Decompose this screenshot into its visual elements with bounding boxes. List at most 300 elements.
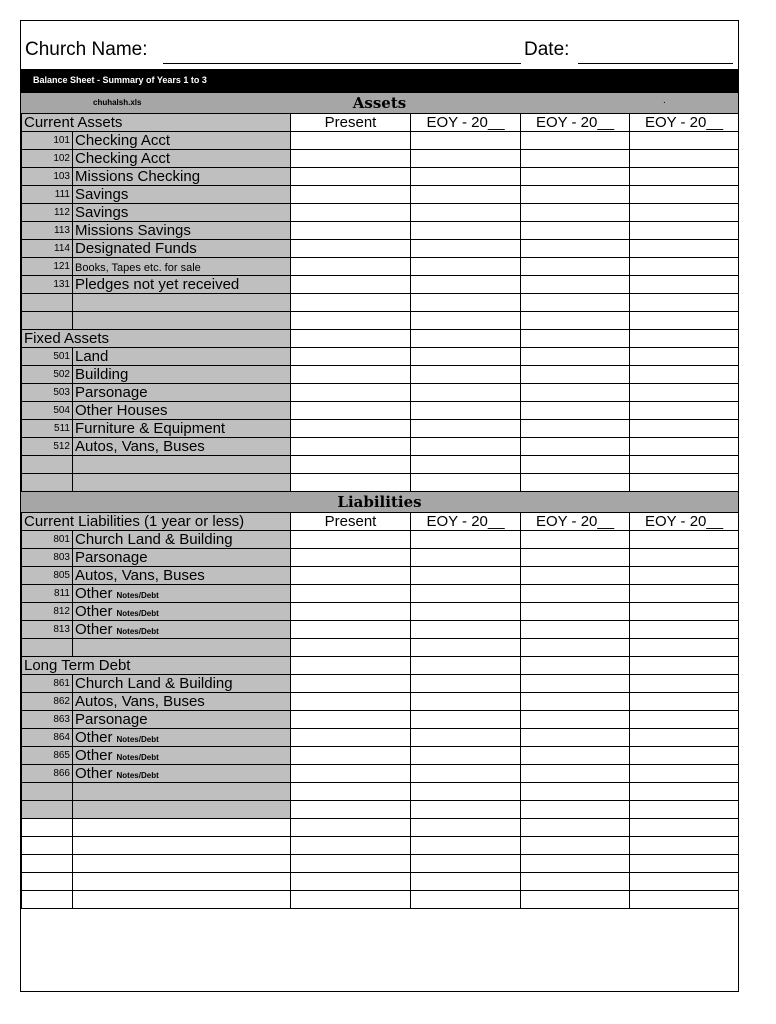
value-cell[interactable] (411, 420, 521, 438)
value-cell[interactable] (291, 294, 411, 312)
value-cell[interactable] (291, 168, 411, 186)
assets-table (21, 113, 739, 492)
blank-code-cell[interactable] (22, 474, 73, 492)
blank-code-cell[interactable] (22, 837, 73, 855)
account-row (22, 585, 739, 603)
account-label: Other Houses (75, 402, 168, 419)
account-note: Notes/Debt (116, 609, 159, 618)
account-label: Other (75, 603, 113, 620)
value-cell[interactable] (411, 855, 521, 873)
value-cell[interactable] (411, 765, 521, 783)
blank-row (22, 312, 739, 330)
value-cell[interactable] (411, 258, 521, 276)
value-cell[interactable] (521, 204, 630, 222)
column-header: EOY - 20__ (411, 513, 521, 531)
value-cell[interactable] (291, 675, 411, 693)
church-name-field[interactable] (163, 63, 521, 64)
value-cell[interactable] (521, 891, 630, 909)
value-cell[interactable] (291, 420, 411, 438)
account-row (22, 549, 739, 567)
value-cell[interactable] (291, 567, 411, 585)
value-cell[interactable] (521, 168, 630, 186)
account-row (22, 150, 739, 168)
value-cell[interactable] (630, 837, 739, 855)
account-note: Notes/Debt (116, 627, 159, 636)
blank-name-cell[interactable] (73, 873, 291, 891)
value-cell[interactable] (411, 384, 521, 402)
account-label: Missions Checking (75, 168, 201, 185)
account-row (22, 258, 739, 276)
value-cell[interactable] (630, 657, 739, 675)
value-cell[interactable] (291, 657, 411, 675)
account-name (73, 675, 291, 693)
long-term-debt-row (22, 657, 739, 675)
value-cell[interactable] (521, 456, 630, 474)
church-name-label: Church Name: (25, 39, 148, 60)
account-code: 805 (22, 567, 73, 585)
value-cell[interactable] (291, 222, 411, 240)
value-cell[interactable] (291, 819, 411, 837)
value-cell[interactable] (521, 132, 630, 150)
value-cell[interactable] (291, 621, 411, 639)
account-label: Other (75, 621, 113, 638)
account-name (73, 222, 291, 240)
value-cell[interactable] (630, 693, 739, 711)
account-code: 512 (22, 438, 73, 456)
value-cell[interactable] (291, 204, 411, 222)
value-cell[interactable] (291, 348, 411, 366)
value-cell[interactable] (411, 366, 521, 384)
blank-name-cell[interactable] (73, 294, 291, 312)
value-cell[interactable] (411, 276, 521, 294)
value-cell[interactable] (291, 366, 411, 384)
value-cell[interactable] (291, 438, 411, 456)
account-name (73, 585, 291, 603)
blank-code-cell[interactable] (22, 855, 73, 873)
liabilities-table (21, 512, 739, 909)
value-cell[interactable] (411, 693, 521, 711)
value-cell[interactable] (521, 186, 630, 204)
value-cell[interactable] (630, 801, 739, 819)
blank-name-cell[interactable] (73, 819, 291, 837)
value-cell[interactable] (630, 675, 739, 693)
account-code: 112 (22, 204, 73, 222)
account-code: 102 (22, 150, 73, 168)
account-row (22, 765, 739, 783)
value-cell[interactable] (411, 150, 521, 168)
blank-name-cell[interactable] (73, 855, 291, 873)
account-name (73, 186, 291, 204)
date-field[interactable] (578, 63, 733, 64)
value-cell[interactable] (521, 438, 630, 456)
value-cell[interactable] (521, 729, 630, 747)
value-cell[interactable] (411, 603, 521, 621)
value-cell[interactable] (630, 438, 739, 456)
value-cell[interactable] (521, 402, 630, 420)
blank-row (22, 801, 739, 819)
column-header: EOY - 20__ (521, 114, 630, 132)
value-cell[interactable] (521, 675, 630, 693)
account-name (73, 150, 291, 168)
value-cell[interactable] (630, 873, 739, 891)
value-cell[interactable] (521, 639, 630, 657)
account-code: 501 (22, 348, 73, 366)
value-cell[interactable] (411, 639, 521, 657)
column-header: EOY - 20__ (630, 114, 739, 132)
value-cell[interactable] (411, 819, 521, 837)
account-name (73, 747, 291, 765)
value-cell[interactable] (630, 294, 739, 312)
value-cell[interactable] (291, 549, 411, 567)
account-name (73, 711, 291, 729)
category-label: Long Term Debt (22, 657, 291, 675)
account-name (73, 348, 291, 366)
value-cell[interactable] (411, 294, 521, 312)
value-cell[interactable] (521, 765, 630, 783)
account-row (22, 240, 739, 258)
account-row (22, 531, 739, 549)
value-cell[interactable] (521, 549, 630, 567)
value-cell[interactable] (291, 891, 411, 909)
value-cell[interactable] (291, 384, 411, 402)
value-cell[interactable] (291, 150, 411, 168)
blank-code-cell[interactable] (22, 639, 73, 657)
account-name (73, 603, 291, 621)
blank-name-cell[interactable] (73, 639, 291, 657)
account-label: Checking Acct (75, 132, 171, 149)
account-code: 121 (22, 258, 73, 276)
value-cell[interactable] (521, 348, 630, 366)
account-row (22, 384, 739, 402)
value-cell[interactable] (291, 783, 411, 801)
value-cell[interactable] (411, 567, 521, 585)
value-cell[interactable] (291, 240, 411, 258)
value-cell[interactable] (521, 783, 630, 801)
value-cell[interactable] (521, 366, 630, 384)
blank-row (22, 294, 739, 312)
value-cell[interactable] (291, 276, 411, 294)
blank-code-cell[interactable] (22, 891, 73, 909)
account-code: 131 (22, 276, 73, 294)
account-note: Notes/Debt (116, 591, 159, 600)
value-cell[interactable] (411, 474, 521, 492)
value-cell[interactable] (291, 801, 411, 819)
account-row (22, 747, 739, 765)
value-cell[interactable] (630, 204, 739, 222)
value-cell[interactable] (411, 891, 521, 909)
banner-dot: . (663, 95, 666, 106)
value-cell[interactable] (411, 186, 521, 204)
value-cell[interactable] (291, 402, 411, 420)
account-row (22, 348, 739, 366)
sheet-subtitle: Balance Sheet - Summary of Years 1 to 3 (33, 75, 207, 85)
value-cell[interactable] (411, 348, 521, 366)
value-cell[interactable] (630, 456, 739, 474)
value-cell[interactable] (521, 312, 630, 330)
value-cell[interactable] (630, 258, 739, 276)
value-cell[interactable] (291, 258, 411, 276)
value-cell[interactable] (630, 747, 739, 765)
value-cell[interactable] (291, 711, 411, 729)
value-cell[interactable] (411, 549, 521, 567)
value-cell[interactable] (521, 330, 630, 348)
account-code: 503 (22, 384, 73, 402)
account-code: 113 (22, 222, 73, 240)
value-cell[interactable] (630, 276, 739, 294)
account-label: Missions Savings (75, 222, 191, 239)
value-cell[interactable] (521, 420, 630, 438)
blank-row (22, 837, 739, 855)
blank-code-cell[interactable] (22, 294, 73, 312)
value-cell[interactable] (521, 240, 630, 258)
account-note: Notes/Debt (116, 771, 159, 780)
blank-code-cell[interactable] (22, 801, 73, 819)
value-cell[interactable] (411, 222, 521, 240)
account-row (22, 186, 739, 204)
value-cell[interactable] (630, 567, 739, 585)
value-cell[interactable] (291, 873, 411, 891)
value-cell[interactable] (291, 639, 411, 657)
value-cell[interactable] (630, 639, 739, 657)
account-row (22, 420, 739, 438)
value-cell[interactable] (411, 783, 521, 801)
value-cell[interactable] (630, 603, 739, 621)
value-cell[interactable] (630, 783, 739, 801)
blank-name-cell[interactable] (73, 474, 291, 492)
value-cell[interactable] (521, 603, 630, 621)
blank-row (22, 855, 739, 873)
value-cell[interactable] (521, 855, 630, 873)
account-note: Notes/Debt (116, 735, 159, 744)
value-cell[interactable] (411, 312, 521, 330)
account-row (22, 603, 739, 621)
value-cell[interactable] (291, 312, 411, 330)
value-cell[interactable] (521, 621, 630, 639)
value-cell[interactable] (411, 402, 521, 420)
assets-section-bar (21, 93, 738, 113)
value-cell[interactable] (411, 330, 521, 348)
value-cell[interactable] (411, 240, 521, 258)
account-name (73, 693, 291, 711)
category-label: Current Liabilities (1 year or less) (22, 513, 291, 531)
value-cell[interactable] (411, 873, 521, 891)
value-cell[interactable] (630, 366, 739, 384)
blank-name-cell[interactable] (73, 783, 291, 801)
value-cell[interactable] (521, 474, 630, 492)
blank-name-cell[interactable] (73, 837, 291, 855)
value-cell[interactable] (630, 585, 739, 603)
value-cell[interactable] (630, 549, 739, 567)
value-cell[interactable] (291, 585, 411, 603)
value-cell[interactable] (291, 765, 411, 783)
account-label: Parsonage (75, 549, 148, 566)
value-cell[interactable] (291, 186, 411, 204)
value-cell[interactable] (291, 474, 411, 492)
blank-name-cell[interactable] (73, 456, 291, 474)
value-cell[interactable] (630, 330, 739, 348)
blank-code-cell[interactable] (22, 873, 73, 891)
account-label: Furniture & Equipment (75, 420, 226, 437)
account-code: 801 (22, 531, 73, 549)
value-cell[interactable] (521, 711, 630, 729)
account-row (22, 567, 739, 585)
value-cell[interactable] (521, 531, 630, 549)
value-cell[interactable] (521, 819, 630, 837)
value-cell[interactable] (630, 402, 739, 420)
value-cell[interactable] (411, 657, 521, 675)
account-code: 511 (22, 420, 73, 438)
account-name (73, 621, 291, 639)
value-cell[interactable] (630, 222, 739, 240)
account-label: Checking Acct (75, 150, 171, 167)
value-cell[interactable] (411, 675, 521, 693)
account-name (73, 258, 291, 276)
value-cell[interactable] (521, 747, 630, 765)
column-header: EOY - 20__ (630, 513, 739, 531)
assets-title: Assets (352, 94, 407, 112)
blank-row (22, 891, 739, 909)
column-header: EOY - 20__ (521, 513, 630, 531)
value-cell[interactable] (630, 240, 739, 258)
value-cell[interactable] (411, 711, 521, 729)
value-cell[interactable] (630, 384, 739, 402)
value-cell[interactable] (411, 168, 521, 186)
account-code: 864 (22, 729, 73, 747)
account-code: 866 (22, 765, 73, 783)
value-cell[interactable] (630, 891, 739, 909)
value-cell[interactable] (521, 801, 630, 819)
current-assets-header-row (22, 114, 739, 132)
title-banner (21, 69, 738, 93)
value-cell[interactable] (521, 384, 630, 402)
value-cell[interactable] (630, 132, 739, 150)
value-cell[interactable] (291, 603, 411, 621)
value-cell[interactable] (291, 729, 411, 747)
value-cell[interactable] (630, 348, 739, 366)
value-cell[interactable] (411, 438, 521, 456)
column-header: EOY - 20__ (411, 114, 521, 132)
account-code: 813 (22, 621, 73, 639)
value-cell[interactable] (411, 747, 521, 765)
value-cell[interactable] (291, 837, 411, 855)
value-cell[interactable] (630, 420, 739, 438)
value-cell[interactable] (630, 711, 739, 729)
account-label: Autos, Vans, Buses (75, 693, 205, 710)
account-label: Other (75, 747, 113, 764)
account-label: Building (75, 366, 129, 383)
account-name (73, 438, 291, 456)
value-cell[interactable] (291, 855, 411, 873)
account-label: Land (75, 348, 109, 365)
account-name (73, 729, 291, 747)
blank-name-cell[interactable] (73, 312, 291, 330)
form-header (21, 21, 738, 68)
account-name (73, 567, 291, 585)
account-code: 811 (22, 585, 73, 603)
value-cell[interactable] (630, 819, 739, 837)
value-cell[interactable] (291, 747, 411, 765)
blank-row (22, 819, 739, 837)
account-name (73, 204, 291, 222)
account-label: Other (75, 729, 113, 746)
value-cell[interactable] (521, 294, 630, 312)
value-cell[interactable] (291, 531, 411, 549)
value-cell[interactable] (291, 456, 411, 474)
blank-name-cell[interactable] (73, 801, 291, 819)
value-cell[interactable] (630, 474, 739, 492)
blank-row (22, 639, 739, 657)
value-cell[interactable] (291, 132, 411, 150)
value-cell[interactable] (521, 150, 630, 168)
value-cell[interactable] (630, 765, 739, 783)
value-cell[interactable] (291, 330, 411, 348)
account-label: Church Land & Building (75, 531, 233, 548)
file-name: chuhalsh.xls (93, 98, 142, 107)
value-cell[interactable] (630, 729, 739, 747)
value-cell[interactable] (521, 657, 630, 675)
value-cell[interactable] (411, 801, 521, 819)
account-row (22, 132, 739, 150)
value-cell[interactable] (411, 585, 521, 603)
category-label: Fixed Assets (22, 330, 291, 348)
blank-code-cell[interactable] (22, 312, 73, 330)
column-header: Present (291, 114, 411, 132)
value-cell[interactable] (411, 729, 521, 747)
value-cell[interactable] (521, 873, 630, 891)
liabilities-title: Liabilities (337, 493, 422, 511)
value-cell[interactable] (630, 186, 739, 204)
value-cell[interactable] (630, 168, 739, 186)
blank-row (22, 456, 739, 474)
value-cell[interactable] (411, 837, 521, 855)
value-cell[interactable] (411, 132, 521, 150)
value-cell[interactable] (521, 258, 630, 276)
value-cell[interactable] (291, 693, 411, 711)
account-row (22, 204, 739, 222)
value-cell[interactable] (521, 693, 630, 711)
value-cell[interactable] (521, 276, 630, 294)
value-cell[interactable] (521, 567, 630, 585)
value-cell[interactable] (411, 621, 521, 639)
account-code: 502 (22, 366, 73, 384)
blank-code-cell[interactable] (22, 819, 73, 837)
value-cell[interactable] (630, 312, 739, 330)
blank-name-cell[interactable] (73, 891, 291, 909)
value-cell[interactable] (411, 204, 521, 222)
account-code: 863 (22, 711, 73, 729)
value-cell[interactable] (630, 150, 739, 168)
value-cell[interactable] (521, 222, 630, 240)
value-cell[interactable] (411, 531, 521, 549)
date-label: Date: (524, 39, 570, 60)
blank-code-cell[interactable] (22, 783, 73, 801)
account-row (22, 693, 739, 711)
value-cell[interactable] (521, 585, 630, 603)
account-label: Pledges not yet received (75, 276, 240, 293)
account-row (22, 711, 739, 729)
blank-code-cell[interactable] (22, 456, 73, 474)
account-label: Parsonage (75, 711, 148, 728)
account-name (73, 384, 291, 402)
account-row (22, 168, 739, 186)
value-cell[interactable] (630, 531, 739, 549)
value-cell[interactable] (411, 456, 521, 474)
value-cell[interactable] (630, 855, 739, 873)
value-cell[interactable] (521, 837, 630, 855)
value-cell[interactable] (630, 621, 739, 639)
account-row (22, 675, 739, 693)
account-code: 865 (22, 747, 73, 765)
